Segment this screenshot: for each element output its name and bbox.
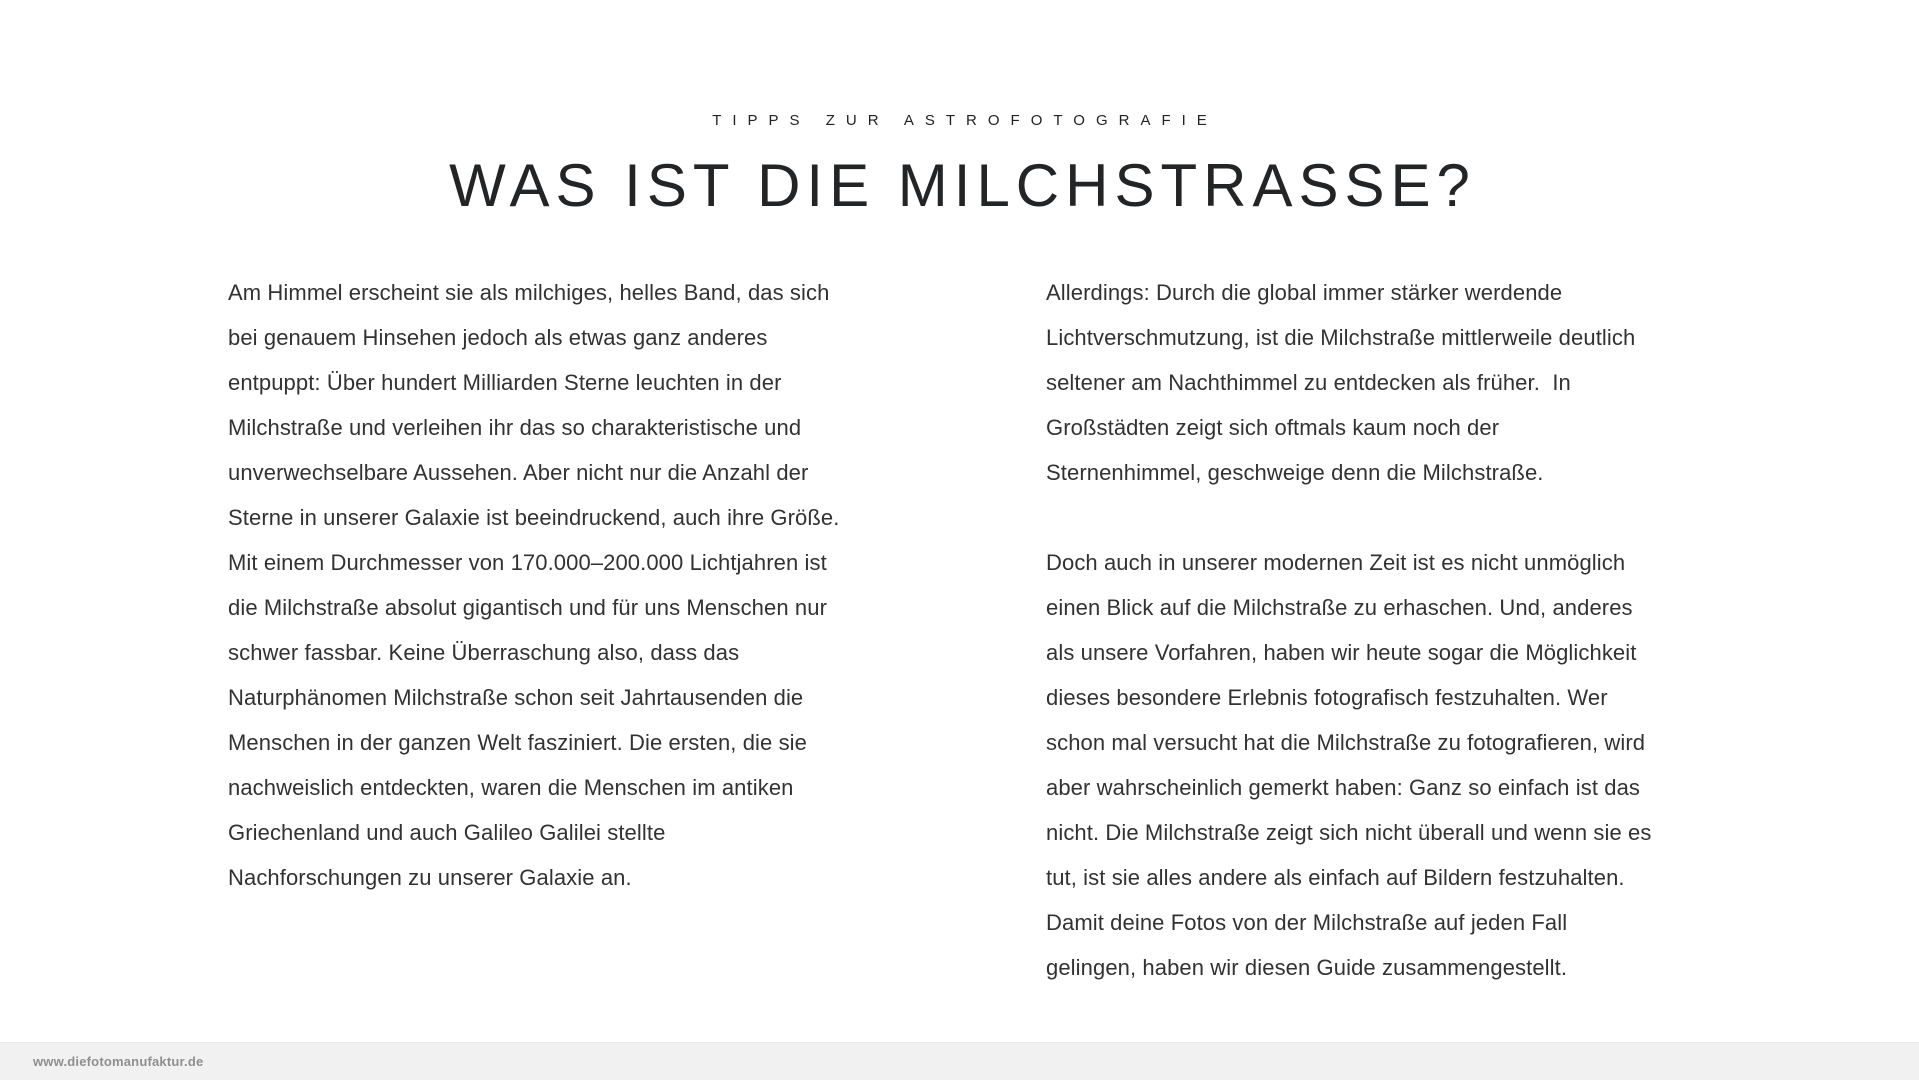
footer-website-url: www.diefotomanufaktur.de (33, 1054, 204, 1069)
page-title: WAS IST DIE MILCHSTRASSE? (449, 152, 1476, 219)
footer-bar (0, 1042, 1919, 1080)
kicker-text: TIPPS ZUR ASTROFOTOGRAFIE (712, 112, 1218, 129)
article-right-column: Allerdings: Durch die global immer stärker werdende Lichtverschmutzung, ist die Milchstraße mittlerweile deutlich seltener am Nachthimmel zu entdecken als früher. In Großstädten zeigt sich oftmals kaum noch der Sternenhimmel, geschweige denn die Milchstraße. Doch auch in unserer modernen Zeit ist es nicht unmöglich einen Blick auf die Milchstraße zu erhaschen. Und, anderes als unsere Vorfahren, haben wir heute sogar die Möglichkeit dieses besondere Erlebnis fotografisch festzuhalten. Wer schon mal versucht hat die Milchstraße zu fotografieren, wird aber wahrscheinlich gemerkt haben: Ganz so einfach ist das nicht. Die Milchstraße zeigt sich nicht überall und wenn sie es tut, ist sie alles andere als einfach auf Bildern festzuhalten. Damit deine Fotos von der Milchstraße auf jeden Fall gelingen, haben wir diesen Guide zusammengestellt. (1046, 280, 1652, 980)
article-columns (228, 270, 1736, 990)
article-left-column: Am Himmel erscheint sie als milchiges, helles Band, das sich bei genauem Hinsehen jedoch als etwas ganz anderes entpuppt: Über hundert Milliarden Sterne leuchten in der Milchstraße und verleihen ihr das so charakteristische und unverwechselbare Aussehen. Aber nicht nur die Anzahl der Sterne in unserer Galaxie ist beeindruckend, auch ihre Größe. Mit einem Durchmesser von 170.000–200.000 Lichtjahren ist die Milchstraße absolut gigantisch und für uns Menschen nur schwer fassbar. Keine Überraschung also, dass das Naturphänomen Milchstraße schon seit Jahrtausenden die Menschen in der ganzen Welt fasziniert. Die ersten, die sie nachweislich entdeckten, waren die Menschen im antiken Griechenland und auch Galileo Galilei stellte Nachforschungen zu unserer Galaxie an. (228, 280, 840, 890)
